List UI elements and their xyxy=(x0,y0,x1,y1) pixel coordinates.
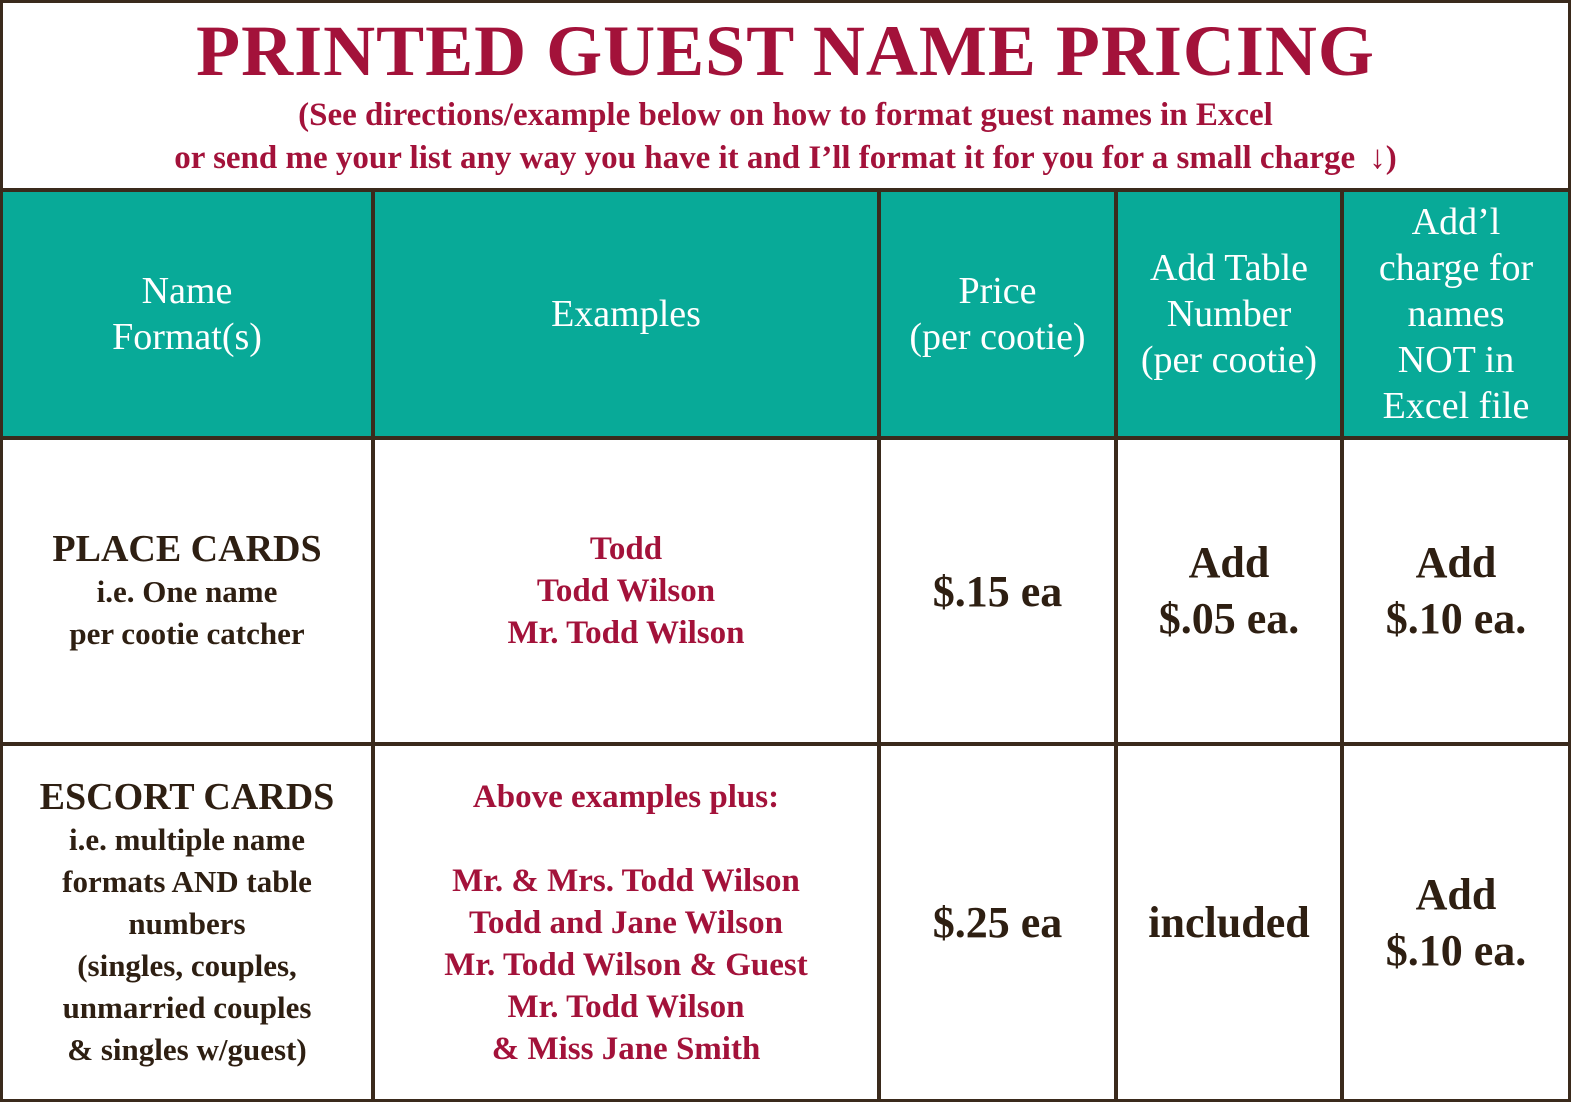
subtitle-line-2 xyxy=(3,138,1568,178)
header-addl-charge xyxy=(1344,192,1568,436)
price-value: $.25 ea xyxy=(932,898,1063,947)
pricing-table xyxy=(3,188,1568,1099)
header-examples-label: Examples xyxy=(551,293,701,335)
page-title: PRINTED GUEST NAME PRICING xyxy=(196,11,1375,91)
format-description: i.e. One name per cootie catcher xyxy=(69,574,305,651)
table-row xyxy=(3,746,1568,1099)
header-addl-charge-label: Add’l charge for names NOT in Excel file xyxy=(1378,201,1534,427)
header-name-format-label: Name Format(s) xyxy=(112,270,262,358)
table-number-cell xyxy=(1118,746,1344,1099)
addl-charge-value: Add $.10 ea. xyxy=(1385,869,1527,975)
examples-text: Todd Todd Wilson Mr. Todd Wilson xyxy=(507,531,745,651)
header-table-number xyxy=(1118,192,1344,436)
name-format-cell xyxy=(3,746,375,1099)
name-format-cell xyxy=(3,440,375,742)
header-price-label: Price (per cootie) xyxy=(909,270,1086,358)
examples-cell xyxy=(375,440,881,742)
addl-charge-cell xyxy=(1344,746,1568,1099)
format-title: PLACE CARDS xyxy=(52,528,322,570)
table-number-value: Add $.05 ea. xyxy=(1158,538,1300,643)
header-name-format xyxy=(3,192,375,436)
title-block xyxy=(3,3,1568,188)
down-arrow-icon: ↓) xyxy=(1369,140,1397,176)
header-examples xyxy=(375,192,881,436)
examples-text: Above examples plus: Mr. & Mrs. Todd Wilson Todd and Jane Wilson Mr. Todd Wilson & Guest Mr. Todd Wilson & Miss Jane Smith xyxy=(444,778,808,1067)
table-number-cell xyxy=(1118,440,1344,742)
addl-charge-value: Add $.10 ea. xyxy=(1385,538,1527,643)
price-cell xyxy=(881,746,1118,1099)
header-price xyxy=(881,192,1118,436)
examples-cell xyxy=(375,746,881,1099)
format-title: ESCORT CARDS xyxy=(39,775,335,818)
subtitle-line-1: (See directions/example below on how to format guest names in Excel xyxy=(298,97,1273,133)
table-header-row xyxy=(3,192,1568,440)
table-row xyxy=(3,440,1568,746)
table-number-value: included xyxy=(1148,897,1310,947)
format-description: i.e. multiple name formats AND table numbers (singles, couples, unmarried couples & singles w/guest) xyxy=(62,821,312,1067)
subtitle-line-2-text: or send me your list any way you have it and I’ll format it for you for a small charge xyxy=(174,140,1356,176)
price-cell xyxy=(881,440,1118,742)
header-table-number-label: Add Table Number (per cootie) xyxy=(1140,247,1318,381)
addl-charge-cell xyxy=(1344,440,1568,742)
price-value: $.15 ea xyxy=(932,566,1063,616)
